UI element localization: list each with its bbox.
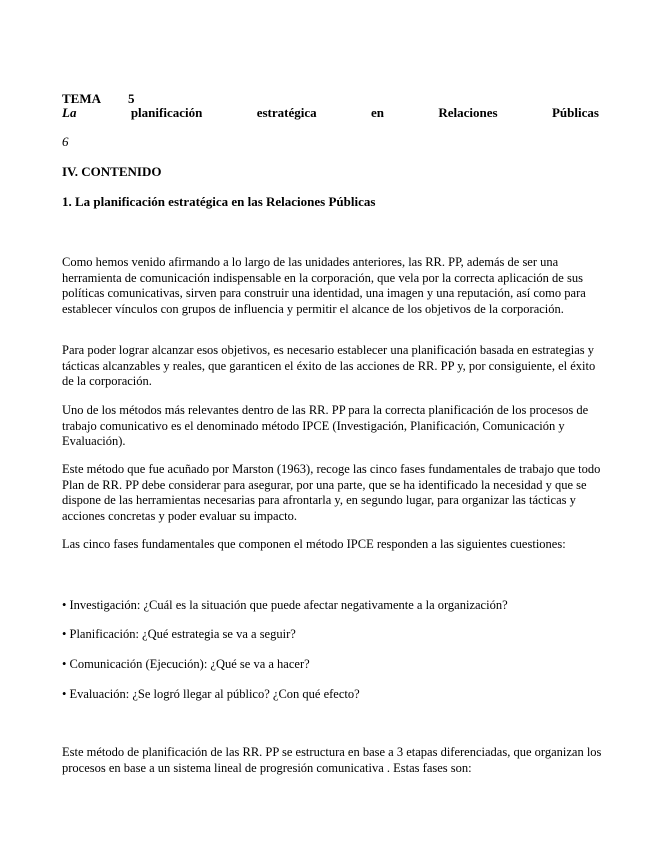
subtitle-word: planificación [130,105,203,120]
paragraph-marston: Este método que fue acuñado por Marston (1963), recoge las cinco fases fundamentales de trabajo que todo Plan de RR. PP debe considerar para asegurar, por una parte, que se ha identificado la necesidad y que se dispone de las herramientas necesarias para afrontarla y, en segundo lugar, para organizar las tácticas y acciones concretas y poder evaluar su impacto. [62,462,601,523]
section-heading: 1. La planificación estratégica en las Relaciones Públicas [62,194,376,209]
paragraph-ipce: Uno de los métodos más relevantes dentro de las RR. PP para la correcta planificación de los procesos de trabajo comunicativo es el denominado método IPCE (Investigación, Planificación, Comunicación y Evaluación). [62,403,589,448]
bullet-item: • Planificación: ¿Qué estrategia se va a seguir? [62,627,296,641]
paragraph-objectives: Para poder lograr alcanzar esos objetivos, es necesario establecer una planificación basada en estrategias y tácticas alcanzables y reales, que garanticen el éxito de las acciones de RR. PP y, por consiguiente, el éxito de la corporación. [62,343,596,388]
subtitle-word: en [371,105,385,120]
subtitle-word: Relaciones [438,105,498,120]
bullet-item: • Investigación: ¿Cuál es la situación que puede afectar negativamente a la organización? [62,598,508,612]
subtitle-word: La [62,105,77,120]
chapter-subtitle [62,105,599,120]
tema-number: 5 [128,91,135,106]
subtitle-word: estratégica [256,105,317,120]
paragraph-intro: Como hemos venido afirmando a lo largo de las unidades anteriores, las RR. PP, además de ser una herramienta de comunicación indispensable en la corporación, que vela por la correcta aplicación de sus políticas comunicativas, sirven para construir una identidad, una imagen y una reputación, así como para establecer vínculos con grupos de influencia y permitir el alcance de los objetivos de la corporación. [62,255,586,316]
paragraph-stages: Este método de planificación de las RR. PP se estructura en base a 3 etapas diferenciadas, que organizan los procesos en base a un sistema lineal de progresión comunicativa . Estas fases son: [62,745,602,775]
paragraph-phases-intro: Las cinco fases fundamentales que componen el método IPCE responden a las siguientes cuestiones: [62,537,566,551]
bullet-item: • Comunicación (Ejecución): ¿Qué se va a hacer? [62,657,310,671]
contenido-heading: IV. CONTENIDO [62,164,162,179]
bullet-item: • Evaluación: ¿Se logró llegar al público? ¿Con qué efecto? [62,687,360,701]
tema-label: TEMA [62,91,101,106]
subtitle-word: Públicas [551,105,599,120]
page-number: 6 [62,134,69,149]
